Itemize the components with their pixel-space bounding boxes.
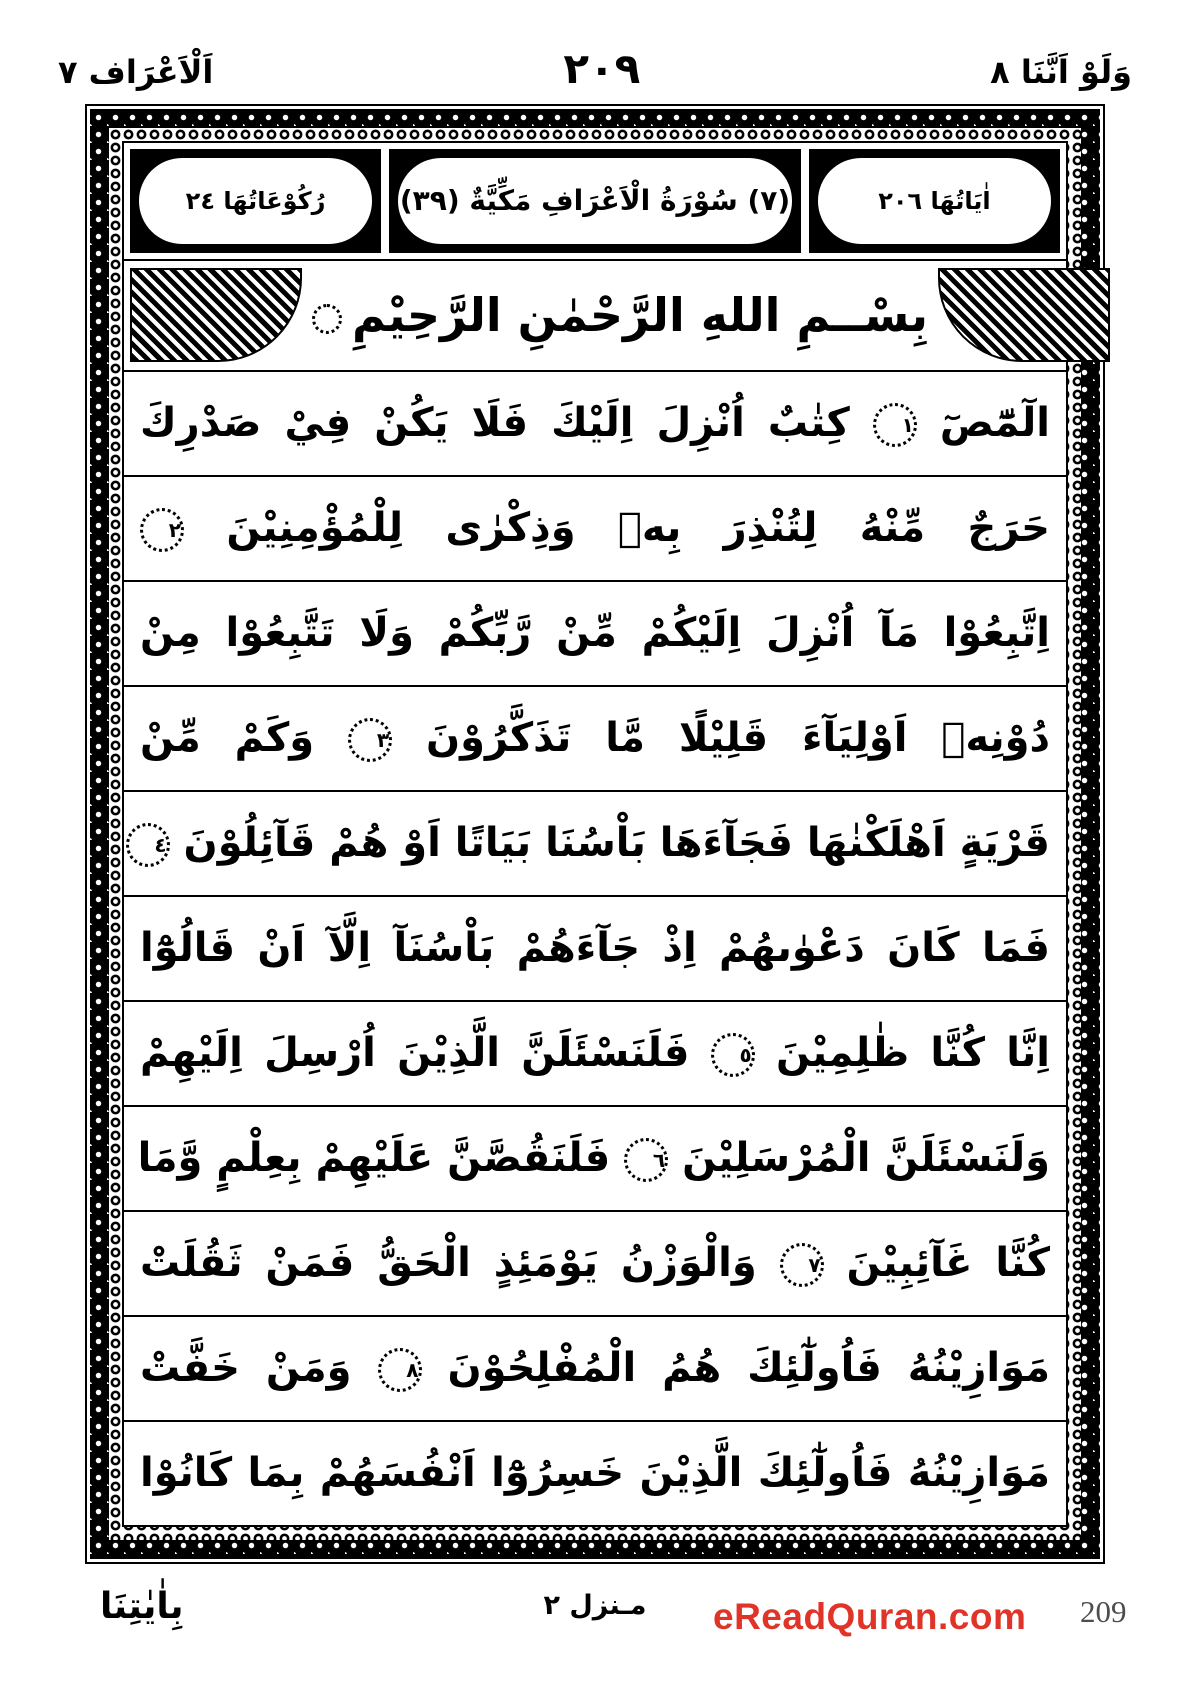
quran-line xyxy=(124,895,1066,1000)
quran-line xyxy=(124,1315,1066,1420)
quran-line xyxy=(124,685,1066,790)
running-head-surah: اَلْاَعْرَاف ٧ xyxy=(58,53,214,91)
floral-corner-ornament-left xyxy=(130,268,302,362)
surah-header xyxy=(124,143,1066,261)
ayah-marker: ٢ xyxy=(140,508,184,552)
quran-text: وَلَنَسْئَلَنَّ الْمُرْسَلِيْنَ xyxy=(682,1135,1050,1181)
floral-corner-ornament-right xyxy=(938,268,1110,362)
page-frame xyxy=(85,104,1105,1564)
quran-line xyxy=(124,1105,1066,1210)
surah-title-panel xyxy=(389,149,801,253)
running-head xyxy=(0,44,1190,93)
quran-line xyxy=(124,475,1066,580)
quran-text: وَالْوَزْنُ يَوْمَئِذٍ الْحَقُّ فَمَنْ ثَقُلَتْ xyxy=(140,1240,757,1286)
quran-text: فَمَا كَانَ دَعْوٰىهُمْ اِذْ جَآءَهُمْ بَاْسُنَآ اِلَّآ اَنْ قَالُوْٓا xyxy=(140,925,1050,971)
quran-text: مَوَازِيْنُهُ فَاُولٰٓئِكَ هُمُ الْمُفْلِحُوْنَ xyxy=(447,1345,1050,1391)
ayah-marker: ١ xyxy=(873,403,917,447)
rosette-icon xyxy=(312,304,342,334)
surah-title-label: (٧) سُوْرَةُ الْاَعْرَافِ مَكِّيَّةٌ (٣٩) xyxy=(396,156,794,246)
manzil-label: مـنزل ٢ xyxy=(543,1590,647,1621)
quran-text: كُنَّا غَآئِبِيْنَ xyxy=(846,1240,1050,1286)
quran-text: فَلَنَقُصَّنَّ عَلَيْهِمْ بِعِلْمٍ وَّمَا xyxy=(137,1135,611,1181)
quran-line xyxy=(124,1420,1066,1525)
quran-line xyxy=(124,580,1066,685)
ayah-marker: ٣ xyxy=(348,718,392,762)
site-watermark: eReadQuran.com xyxy=(713,1596,1027,1637)
bismillah-text xyxy=(312,288,928,342)
quran-text: الٓمّٓصٓ xyxy=(939,400,1050,446)
ornamental-border xyxy=(90,109,1100,1559)
ruku-count-panel xyxy=(130,149,381,253)
quran-text: فَلَنَسْئَلَنَّ الَّذِيْنَ اُرْسِلَ اِلَيْهِمْ xyxy=(140,1030,690,1076)
quran-text: دُوْنِهٖ اَوْلِيَآءَ قَلِيْلًا مَّا تَذَكَّرُوْنَ xyxy=(426,715,1050,761)
quran-line xyxy=(124,790,1066,895)
ayat-count-panel xyxy=(809,149,1060,253)
bead-border xyxy=(109,128,1081,1540)
quran-text: قَرْيَةٍ اَهْلَكْنٰهَا فَجَآءَهَا بَاْسُنَا بَيَاتًا اَوْ هُمْ قَآئِلُوْنَ xyxy=(183,820,1050,866)
catchword: بِاٰيٰتِنَا xyxy=(100,1586,184,1627)
quran-text: كِتٰبٌ اُنْزِلَ اِلَيْكَ فَلَا يَكُنْ فِيْ صَدْرِكَ xyxy=(140,400,850,446)
quran-line xyxy=(124,1000,1066,1105)
ayah-marker: ٧ xyxy=(780,1243,824,1287)
bismillah-row xyxy=(124,261,1066,372)
ayat-count-label: اٰيَاتُهَا ٢٠٦ xyxy=(816,156,1053,246)
quran-text: وَكَمْ مِّنْ xyxy=(140,715,315,761)
quran-lines xyxy=(124,372,1066,1525)
ayah-marker: ٨ xyxy=(378,1348,422,1392)
running-head-juz: وَلَوْ اَنَّنَا ٨ xyxy=(990,53,1132,91)
quran-text: حَرَجٌ مِّنْهُ لِتُنْذِرَ بِهٖ وَذِكْرٰى لِلْمُؤْمِنِيْنَ xyxy=(226,505,1050,551)
quran-text: اِنَّا كُنَّا ظٰلِمِيْنَ xyxy=(775,1030,1050,1076)
quran-text: وَمَنْ خَفَّتْ xyxy=(140,1345,352,1391)
ayah-marker: ٤ xyxy=(126,823,170,867)
ayah-marker: ٦ xyxy=(624,1138,668,1182)
quran-line xyxy=(124,1210,1066,1315)
text-block xyxy=(122,141,1068,1527)
quran-text: اِتَّبِعُوْا مَآ اُنْزِلَ اِلَيْكُمْ مِّنْ رَّبِّكُمْ وَلَا تَتَّبِعُوْا مِنْ xyxy=(140,610,1050,656)
quran-text: مَوَازِيْنُهُ فَاُولٰٓئِكَ الَّذِيْنَ خَسِرُوْٓا اَنْفُسَهُمْ بِمَا كَانُوْا xyxy=(140,1450,1050,1496)
running-head-page-number: ٢٠٩ xyxy=(563,44,641,93)
page-number: 209 xyxy=(1080,1594,1127,1629)
ruku-count-label: رُكُوْعَاتُهَا ٢٤ xyxy=(137,156,374,246)
ayah-marker: ٥ xyxy=(711,1033,755,1077)
quran-line xyxy=(124,372,1066,475)
bismillah-label: بِسْــمِ اللهِ الرَّحْمٰنِ الرَّحِيْمِ xyxy=(352,288,929,343)
